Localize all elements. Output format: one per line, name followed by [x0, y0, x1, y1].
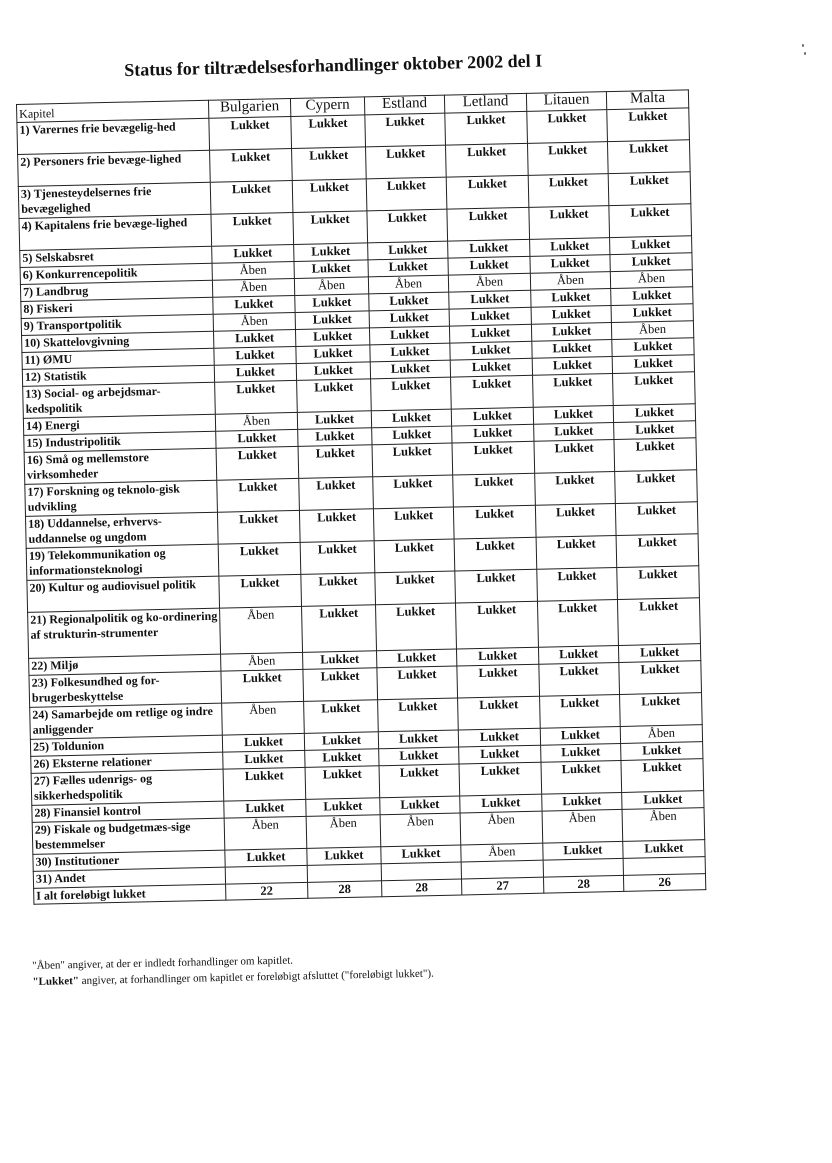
status-cell: Lukket [449, 324, 531, 343]
status-cell: Åben [220, 606, 303, 654]
status-cell: Lukket [452, 441, 535, 475]
status-cell: Lukket [372, 426, 452, 445]
status-cell: Lukket [294, 243, 368, 262]
status-cell: Lukket [373, 507, 454, 541]
status-cell: Lukket [445, 143, 528, 177]
status-cell: Lukket [459, 745, 541, 764]
chapter-label: 25) Toldunion [30, 735, 222, 756]
status-cell: Lukket [455, 601, 538, 649]
status-cell: Lukket [223, 767, 306, 801]
status-cell: Lukket [295, 311, 369, 330]
status-cell: Lukket [293, 211, 368, 245]
status-cell: Lukket [222, 733, 304, 752]
status-cell: Lukket [303, 651, 377, 670]
status-cell: Lukket [530, 238, 610, 257]
status-cell: Åben [530, 272, 610, 291]
status-cell: Lukket [366, 145, 447, 179]
chapter-label: 2) Personers frie bevæge-lighed [18, 150, 211, 186]
chapter-label: 12) Statistik [22, 365, 214, 386]
status-cell: Lukket [527, 142, 608, 176]
status-cell: Lukket [610, 236, 692, 255]
status-cell: Lukket [367, 209, 448, 243]
header-letland: Letland [444, 93, 526, 113]
total-value: 26 [623, 874, 705, 892]
status-cell: Åben [212, 278, 294, 297]
status-cell: Lukket [375, 571, 456, 605]
total-value: 28 [382, 879, 462, 897]
status-cell: Lukket [299, 509, 374, 543]
status-cell: Lukket [295, 294, 369, 313]
status-cell: Lukket [219, 574, 302, 608]
status-cell: Lukket [211, 212, 294, 246]
status-cell: Lukket [366, 177, 447, 211]
chapter-label: 16) Små og mellemstore virksomheder [24, 448, 217, 484]
status-cell: Lukket [214, 346, 296, 365]
status-cell: Åben [212, 261, 294, 280]
chapter-label: 10) Skattelovgivning [22, 331, 214, 352]
status-cell: Lukket [541, 760, 622, 794]
status-cell: Lukket [298, 428, 372, 447]
chapter-label: 15) Industripolitik [24, 431, 216, 452]
status-cell: Lukket [212, 244, 294, 263]
status-cell: Lukket [537, 568, 618, 602]
total-value: 28 [543, 875, 623, 893]
status-cell: Lukket [379, 747, 459, 766]
status-cell: Lukket [621, 742, 703, 761]
footnotes [32, 946, 593, 990]
status-cell: Åben [622, 808, 705, 842]
status-cell: Lukket [305, 766, 380, 800]
chapter-label: 7) Landbrug [20, 280, 212, 301]
status-cell: Lukket [541, 743, 621, 762]
status-cell: Åben [306, 815, 381, 849]
status-cell: Lukket [447, 207, 530, 241]
status-cell: Åben [448, 273, 530, 292]
status-cell: Lukket [622, 791, 704, 810]
status-cell: Lukket [453, 473, 536, 507]
chapter-label: 26) Eksterne relationer [31, 752, 223, 773]
scan-speck [804, 52, 806, 55]
status-cell: Åben [610, 270, 692, 289]
status-cell: Lukket [368, 258, 448, 277]
status-cell: Lukket [542, 792, 622, 811]
chapter-label: 23) Folkesundhed og for-brugerbeskyttelse [29, 671, 222, 707]
status-cell: Lukket [454, 537, 537, 571]
status-cell: Lukket [292, 179, 367, 213]
status-cell: Lukket [617, 566, 700, 600]
status-cell: Åben [542, 809, 623, 843]
chapter-label: 14) Energi [23, 414, 215, 435]
status-cell: Lukket [609, 204, 692, 238]
total-value: 22 [226, 882, 308, 900]
status-cell: Lukket [381, 845, 461, 864]
status-cell: Lukket [615, 470, 698, 504]
status-cell: Lukket [446, 175, 529, 209]
status-cell: Lukket [307, 847, 381, 866]
header-estland: Estland [364, 95, 444, 115]
chapter-label: 29) Fiskale og budgetmæs-sige bestemmelser [32, 818, 225, 854]
total-value: 28 [308, 881, 382, 899]
status-cell: Lukket [458, 696, 541, 730]
status-cell: Lukket [618, 644, 700, 663]
status-cell: Lukket [296, 362, 370, 381]
status-cell: Lukket [538, 645, 618, 664]
status-cell [381, 862, 461, 881]
header-malta: Malta [606, 90, 688, 110]
status-cell: Lukket [368, 241, 448, 260]
status-cell: Lukket [298, 445, 373, 479]
status-cell: Lukket [378, 698, 459, 732]
scan-speck [802, 44, 804, 47]
chapter-label: 1) Varernes frie bevægelig-hed [17, 118, 210, 154]
status-cell: Lukket [611, 287, 693, 306]
status-cell: Lukket [292, 147, 367, 181]
status-cell: Lukket [210, 148, 293, 182]
status-cell: Lukket [543, 841, 623, 860]
status-cell: Lukket [456, 647, 538, 666]
status-cell: Lukket [532, 340, 612, 359]
status-cell: Lukket [370, 343, 450, 362]
status-cell: Lukket [449, 307, 531, 326]
status-cell: Lukket [531, 289, 611, 308]
status-cell: Lukket [291, 115, 366, 149]
status-cell: Lukket [214, 363, 296, 382]
status-cell: Lukket [297, 379, 372, 413]
status-cell: Lukket [540, 726, 620, 745]
chapter-label: 8) Fiskeri [21, 297, 213, 318]
status-cell: Lukket [299, 477, 374, 511]
status-cell: Lukket [608, 172, 691, 206]
status-cell: Lukket [614, 421, 696, 440]
chapter-label: 30) Institutioner [33, 850, 225, 871]
status-cell: Lukket [221, 669, 304, 703]
status-cell: Åben [224, 816, 307, 850]
status-cell: Lukket [532, 357, 612, 376]
status-cell: Lukket [303, 668, 378, 702]
total-label: I alt foreløbigt lukket [34, 884, 226, 904]
status-cell: Lukket [294, 260, 368, 279]
status-cell: Lukket [607, 108, 690, 142]
status-cell: Lukket [448, 256, 530, 275]
status-cell: Lukket [539, 662, 620, 696]
chapter-label: 28) Finansiel kontrol [32, 801, 224, 822]
status-cell: Lukket [301, 573, 376, 607]
status-cell: Åben [294, 277, 368, 296]
footnote-open-lead: "Åben" [32, 959, 66, 972]
header-litauen: Litauen [526, 92, 606, 112]
header-cypern: Cypern [290, 97, 364, 117]
status-cell: Lukket [616, 534, 699, 568]
chapter-label: 5) Selskabsret [20, 246, 212, 267]
status-cell: Lukket [531, 323, 611, 342]
status-cell: Lukket [224, 799, 306, 818]
status-cell: Lukket [210, 180, 293, 214]
status-cell: Lukket [449, 290, 531, 309]
status-cell: Lukket [213, 295, 295, 314]
status-cell: Lukket [535, 472, 616, 506]
status-cell: Lukket [215, 380, 298, 414]
status-cell: Lukket [297, 411, 371, 430]
status-cell: Lukket [452, 424, 534, 443]
status-cell: Lukket [296, 345, 370, 364]
status-cell: Lukket [529, 206, 610, 240]
status-cell: Lukket [448, 239, 530, 258]
status-cell: Lukket [369, 326, 449, 345]
status-cell: Lukket [365, 113, 446, 147]
status-cell: Lukket [445, 111, 528, 145]
chapter-label: 6) Konkurrencepolitik [20, 263, 212, 284]
status-cell: Lukket [615, 502, 698, 536]
status-cell: Lukket [225, 848, 307, 867]
status-cell: Lukket [527, 110, 608, 144]
status-cell: Åben [222, 701, 305, 735]
status-cell: Lukket [372, 443, 453, 477]
status-cell: Lukket [369, 309, 449, 328]
status-cell: Lukket [607, 140, 690, 174]
status-table-wrapper [16, 89, 705, 904]
chapter-label: 3) Tjenesteydelsernes frie bevægelighed [18, 182, 211, 218]
status-cell: Lukket [378, 730, 458, 749]
chapter-label: 13) Social- og arbejdsmar-kedspolitik [23, 382, 216, 418]
status-cell: Lukket [451, 375, 534, 409]
status-cell: Lukket [534, 440, 615, 474]
status-cell: Lukket [536, 536, 617, 570]
status-cell: Lukket [217, 478, 300, 512]
status-cell: Lukket [376, 603, 457, 651]
status-cell: Lukket [617, 598, 700, 646]
chapter-label: 27) Fælles udenrigs- og sikkerhedspolitik [31, 769, 224, 805]
footnote-open-text: angiver, at der er indledt forhandlinger om kapitlet. [64, 954, 294, 972]
status-cell: Lukket [371, 377, 452, 411]
status-cell: Lukket [613, 404, 695, 423]
status-cell: Lukket [374, 539, 455, 573]
status-cell: Lukket [612, 355, 694, 374]
status-cell: Lukket [369, 292, 449, 311]
status-cell [461, 860, 543, 879]
status-cell: Lukket [611, 304, 693, 323]
status-cell: Lukket [451, 407, 533, 426]
status-cell: Lukket [377, 649, 457, 668]
status-cell: Lukket [621, 759, 704, 793]
status-cell: Lukket [613, 372, 696, 406]
status-cell: Lukket [533, 374, 614, 408]
status-cell: Lukket [450, 341, 532, 360]
status-cell [623, 857, 705, 876]
total-value: 27 [462, 877, 544, 895]
chapter-label: 20) Kultur og audiovisuel politik [27, 576, 220, 612]
status-cell: Lukket [371, 409, 451, 428]
status-cell: Lukket [217, 510, 300, 544]
status-cell: Lukket [612, 338, 694, 357]
status-cell: Lukket [535, 504, 616, 538]
footnote-closed-text: angiver, at forhandlinger om kapitlet er foreløbigt afsluttet ("foreløbigt lukket"). [78, 967, 434, 988]
status-cell: Lukket [379, 764, 460, 798]
status-cell: Lukket [459, 762, 542, 796]
footnote-closed-lead: "Lukket" [32, 975, 80, 988]
status-cell: Åben [461, 843, 543, 862]
status-cell: Lukket [531, 306, 611, 325]
status-cell: Lukket [537, 599, 618, 647]
status-cell [225, 865, 307, 884]
status-cell [307, 864, 381, 883]
document-title: Status for tiltrædelsesforhandlinger oktober 2002 del I [124, 50, 543, 80]
chapter-label: 19) Telekommunikation og informationsteknologi [26, 544, 219, 580]
status-cell: Lukket [530, 255, 610, 274]
chapter-label: 22) Miljø [29, 654, 221, 675]
status-cell: Lukket [620, 693, 703, 727]
chapter-label: 4) Kapitalens frie bevæge-lighed [19, 214, 212, 250]
chapter-label: 18) Uddannelse, erhvervs-uddannelse og ungdom [25, 512, 218, 548]
status-cell: Lukket [528, 174, 609, 208]
status-cell: Lukket [623, 840, 705, 859]
status-table [16, 89, 706, 904]
status-cell: Åben [221, 652, 303, 671]
status-cell: Lukket [304, 732, 378, 751]
status-cell: Lukket [455, 569, 538, 603]
status-cell [543, 858, 623, 877]
status-cell: Åben [620, 725, 702, 744]
chapter-label: 11) ØMU [22, 348, 214, 369]
status-cell: Lukket [450, 358, 532, 377]
chapter-label: 24) Samarbejde om retlige og indre anliggender [30, 703, 223, 739]
status-cell: Lukket [377, 666, 458, 700]
status-cell: Lukket [457, 664, 540, 698]
status-cell: Lukket [540, 694, 621, 728]
status-cell: Lukket [453, 505, 536, 539]
chapter-label: 9) Transportpolitik [21, 314, 213, 335]
status-cell: Lukket [218, 542, 301, 576]
status-cell: Lukket [370, 360, 450, 379]
chapter-label: 31) Andet [33, 867, 225, 888]
header-bulgarien: Bulgarien [208, 99, 290, 119]
status-cell: Lukket [223, 750, 305, 769]
chapter-label: 17) Forskning og teknolo-gisk udvikling [25, 480, 218, 516]
status-cell: Lukket [610, 253, 692, 272]
status-cell: Lukket [306, 798, 380, 817]
status-cell: Lukket [214, 329, 296, 348]
status-cell: Lukket [458, 728, 540, 747]
header-kapitel: Kapitel [17, 100, 209, 122]
status-cell: Lukket [380, 796, 460, 815]
table-body [17, 108, 706, 904]
status-cell: Lukket [533, 406, 613, 425]
status-cell: Lukket [614, 438, 697, 472]
status-cell: Lukket [302, 605, 377, 653]
status-cell: Lukket [216, 429, 298, 448]
status-cell: Lukket [209, 117, 292, 151]
status-cell: Lukket [304, 700, 379, 734]
status-cell: Lukket [619, 661, 702, 695]
status-cell: Åben [380, 813, 461, 847]
status-cell: Åben [460, 811, 543, 845]
status-cell: Lukket [534, 423, 614, 442]
status-cell: Åben [611, 321, 693, 340]
status-cell: Lukket [300, 541, 375, 575]
status-cell: Åben [215, 412, 297, 431]
status-cell: Lukket [216, 446, 299, 480]
status-cell: Åben [213, 312, 295, 331]
chapter-label: 21) Regionalpolitik og ko-ordinering af strukturin-strumenter [28, 608, 221, 658]
status-cell: Lukket [305, 749, 379, 768]
status-cell: Lukket [460, 794, 542, 813]
status-cell: Lukket [295, 328, 369, 347]
status-cell: Åben [368, 275, 448, 294]
status-cell: Lukket [373, 475, 454, 509]
